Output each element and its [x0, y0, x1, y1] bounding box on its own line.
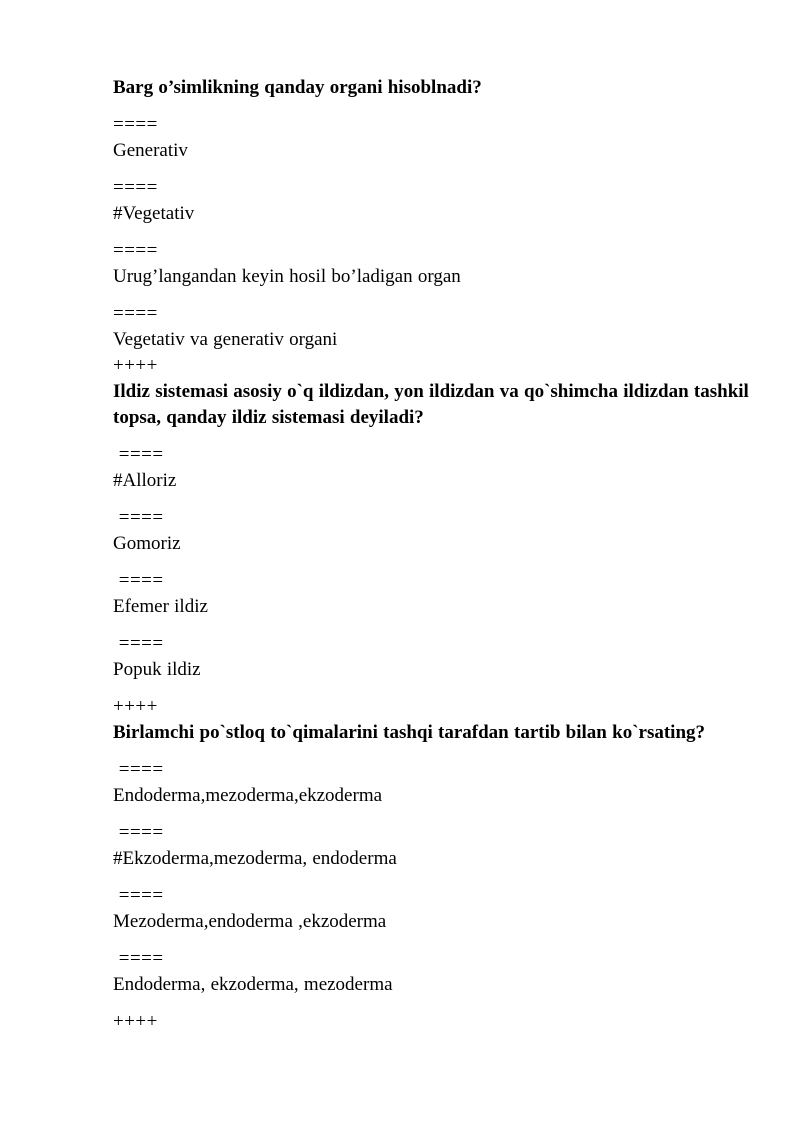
answer-option: Endoderma,mezoderma,ekzoderma — [113, 785, 383, 806]
correct-answer-option: #Vegetativ — [113, 203, 195, 224]
answer-separator: ==== — [113, 114, 158, 135]
question-terminator: ++++ — [113, 355, 158, 376]
question-text: Birlamchi po`stloq to`qimalarini tashqi tarafdan tartib bilan ko`rsating? — [113, 722, 706, 743]
blank-line — [113, 746, 773, 757]
question-terminator: ++++ — [113, 1011, 158, 1032]
answer-option: Gomoriz — [113, 533, 181, 554]
answer-separator: ==== — [113, 177, 158, 198]
blank-line — [113, 872, 773, 883]
answer-option: Urug’langandan keyin hosil bo’ladigan organ — [113, 266, 461, 287]
answer-separator: ==== — [113, 822, 164, 843]
blank-line — [113, 227, 773, 238]
blank-line — [113, 809, 773, 820]
answer-separator: ==== — [113, 303, 158, 324]
answer-separator: ==== — [113, 507, 164, 528]
blank-line — [113, 557, 773, 568]
blank-line — [113, 620, 773, 631]
answer-separator: ==== — [113, 444, 164, 465]
correct-answer-option: #Alloriz — [113, 470, 177, 491]
blank-line — [113, 998, 773, 1009]
document-content — [113, 75, 773, 1035]
blank-line — [113, 164, 773, 175]
answer-option: Popuk ildiz — [113, 659, 201, 680]
answer-option: Generativ — [113, 140, 188, 161]
question-terminator: ++++ — [113, 696, 158, 717]
blank-line — [113, 935, 773, 946]
answer-separator: ==== — [113, 633, 164, 654]
answer-separator: ==== — [113, 759, 164, 780]
answer-separator: ==== — [113, 948, 164, 969]
answer-separator: ==== — [113, 885, 164, 906]
question-text: Barg o’simlikning qanday organi hisoblnadi? — [113, 77, 482, 98]
answer-separator: ==== — [113, 240, 158, 261]
answer-separator: ==== — [113, 570, 164, 591]
blank-line — [113, 290, 773, 301]
correct-answer-option: #Ekzoderma,mezoderma, endoderma — [113, 848, 397, 869]
blank-line — [113, 431, 773, 442]
answer-option: Mezoderma,endoderma ,ekzoderma — [113, 911, 387, 932]
answer-option: Endoderma, ekzoderma, mezoderma — [113, 974, 393, 995]
answer-option: Vegetativ va generativ organi — [113, 329, 338, 350]
answer-option: Efemer ildiz — [113, 596, 208, 617]
blank-line — [113, 683, 773, 694]
question-text: Ildiz sistemasi asosiy o`q ildizdan, yon ildizdan va qo`shimcha ildizdan tashkil topsa, qanday ildiz sistemasi deyiladi? — [113, 381, 755, 428]
blank-line — [113, 101, 773, 112]
blank-line — [113, 494, 773, 505]
